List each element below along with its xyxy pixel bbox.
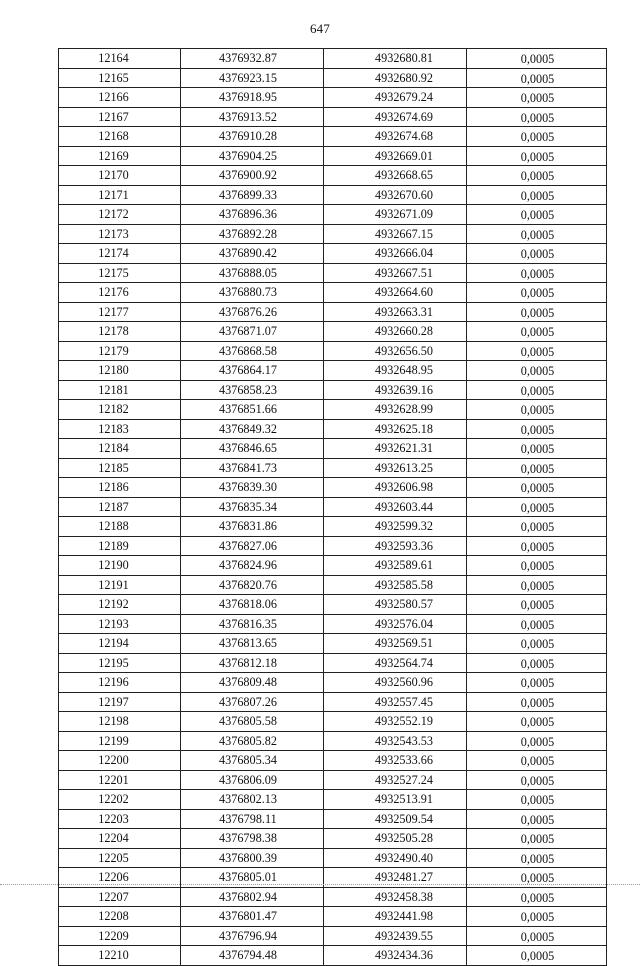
y-coordinate-cell: 4932580.57 — [324, 595, 467, 615]
error-value-cell: 0,0005 — [467, 458, 607, 478]
y-coordinate-cell: 4932557.45 — [324, 692, 467, 712]
error-value-cell: 0,0005 — [467, 497, 607, 517]
table-row — [59, 595, 607, 615]
table-row — [59, 380, 607, 400]
x-coordinate-cell: 4376904.25 — [181, 146, 324, 166]
error-value-cell: 0,0005 — [467, 185, 607, 205]
x-coordinate-cell: 4376841.73 — [181, 458, 324, 478]
x-coordinate-cell: 4376851.66 — [181, 400, 324, 420]
table-row — [59, 68, 607, 88]
y-coordinate-cell: 4932560.96 — [324, 673, 467, 693]
error-value-cell: 0,0005 — [467, 653, 607, 673]
y-coordinate-cell: 4932564.74 — [324, 653, 467, 673]
table-row — [59, 283, 607, 303]
point-number-cell: 12208 — [59, 907, 181, 927]
x-coordinate-cell: 4376932.87 — [181, 49, 324, 69]
table-row — [59, 439, 607, 459]
error-value-cell: 0,0005 — [467, 575, 607, 595]
point-number-cell: 12166 — [59, 88, 181, 108]
error-value-cell: 0,0005 — [467, 302, 607, 322]
error-value-cell: 0,0005 — [467, 341, 607, 361]
x-coordinate-cell: 4376806.09 — [181, 770, 324, 790]
y-coordinate-cell: 4932527.24 — [324, 770, 467, 790]
y-coordinate-cell: 4932613.25 — [324, 458, 467, 478]
y-coordinate-cell: 4932628.99 — [324, 400, 467, 420]
x-coordinate-cell: 4376809.48 — [181, 673, 324, 693]
y-coordinate-cell: 4932664.60 — [324, 283, 467, 303]
y-coordinate-cell: 4932589.61 — [324, 556, 467, 576]
point-number-cell: 12210 — [59, 946, 181, 966]
table-row — [59, 458, 607, 478]
x-coordinate-cell: 4376890.42 — [181, 244, 324, 264]
error-value-cell: 0,0005 — [467, 439, 607, 459]
table-row — [59, 848, 607, 868]
x-coordinate-cell: 4376796.94 — [181, 926, 324, 946]
y-coordinate-cell: 4932671.09 — [324, 205, 467, 225]
table-row — [59, 244, 607, 264]
table-row — [59, 361, 607, 381]
error-value-cell: 0,0005 — [467, 887, 607, 907]
y-coordinate-cell: 4932667.15 — [324, 224, 467, 244]
y-coordinate-cell: 4932458.38 — [324, 887, 467, 907]
point-number-cell: 12172 — [59, 205, 181, 225]
table-row — [59, 751, 607, 771]
point-number-cell: 12173 — [59, 224, 181, 244]
error-value-cell: 0,0005 — [467, 322, 607, 342]
table-row — [59, 692, 607, 712]
error-value-cell: 0,0005 — [467, 263, 607, 283]
error-value-cell: 0,0005 — [467, 829, 607, 849]
point-number-cell: 12207 — [59, 887, 181, 907]
table-row — [59, 653, 607, 673]
x-coordinate-cell: 4376900.92 — [181, 166, 324, 186]
error-value-cell: 0,0005 — [467, 614, 607, 634]
y-coordinate-cell: 4932663.31 — [324, 302, 467, 322]
point-number-cell: 12174 — [59, 244, 181, 264]
table-row — [59, 263, 607, 283]
y-coordinate-cell: 4932439.55 — [324, 926, 467, 946]
error-value-cell: 0,0005 — [467, 673, 607, 693]
table-row — [59, 127, 607, 147]
x-coordinate-cell: 4376801.47 — [181, 907, 324, 927]
point-number-cell: 12209 — [59, 926, 181, 946]
x-coordinate-cell: 4376816.35 — [181, 614, 324, 634]
error-value-cell: 0,0005 — [467, 790, 607, 810]
point-number-cell: 12192 — [59, 595, 181, 615]
x-coordinate-cell: 4376794.48 — [181, 946, 324, 966]
table-row — [59, 205, 607, 225]
error-value-cell: 0,0005 — [467, 731, 607, 751]
point-number-cell: 12189 — [59, 536, 181, 556]
error-value-cell: 0,0005 — [467, 107, 607, 127]
point-number-cell: 12206 — [59, 868, 181, 888]
error-value-cell: 0,0005 — [467, 595, 607, 615]
table-row — [59, 829, 607, 849]
point-number-cell: 12175 — [59, 263, 181, 283]
y-coordinate-cell: 4932639.16 — [324, 380, 467, 400]
point-number-cell: 12179 — [59, 341, 181, 361]
table-row — [59, 419, 607, 439]
y-coordinate-cell: 4932599.32 — [324, 517, 467, 537]
table-row — [59, 536, 607, 556]
y-coordinate-cell: 4932490.40 — [324, 848, 467, 868]
y-coordinate-cell: 4932621.31 — [324, 439, 467, 459]
x-coordinate-cell: 4376827.06 — [181, 536, 324, 556]
x-coordinate-cell: 4376824.96 — [181, 556, 324, 576]
point-number-cell: 12199 — [59, 731, 181, 751]
error-value-cell: 0,0005 — [467, 49, 607, 69]
point-number-cell: 12195 — [59, 653, 181, 673]
point-number-cell: 12203 — [59, 809, 181, 829]
table-row — [59, 731, 607, 751]
table-row — [59, 614, 607, 634]
x-coordinate-cell: 4376896.36 — [181, 205, 324, 225]
page-bottom-rule — [0, 884, 640, 885]
error-value-cell: 0,0005 — [467, 926, 607, 946]
error-value-cell: 0,0005 — [467, 478, 607, 498]
table-row — [59, 556, 607, 576]
y-coordinate-cell: 4932603.44 — [324, 497, 467, 517]
x-coordinate-cell: 4376913.52 — [181, 107, 324, 127]
error-value-cell: 0,0005 — [467, 283, 607, 303]
page-number: 647 — [309, 21, 331, 36]
point-number-cell: 12191 — [59, 575, 181, 595]
x-coordinate-cell: 4376871.07 — [181, 322, 324, 342]
x-coordinate-cell: 4376835.34 — [181, 497, 324, 517]
error-value-cell: 0,0005 — [467, 205, 607, 225]
point-number-cell: 12178 — [59, 322, 181, 342]
y-coordinate-cell: 4932576.04 — [324, 614, 467, 634]
table-row — [59, 478, 607, 498]
x-coordinate-cell: 4376923.15 — [181, 68, 324, 88]
x-coordinate-cell: 4376839.30 — [181, 478, 324, 498]
point-number-cell: 12201 — [59, 770, 181, 790]
error-value-cell: 0,0005 — [467, 868, 607, 888]
point-number-cell: 12202 — [59, 790, 181, 810]
error-value-cell: 0,0005 — [467, 946, 607, 966]
point-number-cell: 12190 — [59, 556, 181, 576]
point-number-cell: 12165 — [59, 68, 181, 88]
y-coordinate-cell: 4932625.18 — [324, 419, 467, 439]
x-coordinate-cell: 4376800.39 — [181, 848, 324, 868]
error-value-cell: 0,0005 — [467, 692, 607, 712]
y-coordinate-cell: 4932674.69 — [324, 107, 467, 127]
y-coordinate-cell: 4932670.60 — [324, 185, 467, 205]
coordinates-table — [58, 48, 607, 966]
point-number-cell: 12176 — [59, 283, 181, 303]
table-row — [59, 400, 607, 420]
error-value-cell: 0,0005 — [467, 68, 607, 88]
table-row — [59, 887, 607, 907]
coordinates-table-body — [59, 49, 607, 966]
point-number-cell: 12167 — [59, 107, 181, 127]
point-number-cell: 12183 — [59, 419, 181, 439]
point-number-cell: 12198 — [59, 712, 181, 732]
x-coordinate-cell: 4376910.28 — [181, 127, 324, 147]
table-row — [59, 790, 607, 810]
x-coordinate-cell: 4376805.01 — [181, 868, 324, 888]
y-coordinate-cell: 4932666.04 — [324, 244, 467, 264]
y-coordinate-cell: 4932680.81 — [324, 49, 467, 69]
x-coordinate-cell: 4376812.18 — [181, 653, 324, 673]
y-coordinate-cell: 4932505.28 — [324, 829, 467, 849]
y-coordinate-cell: 4932656.50 — [324, 341, 467, 361]
table-row — [59, 302, 607, 322]
y-coordinate-cell: 4932533.66 — [324, 751, 467, 771]
point-number-cell: 12168 — [59, 127, 181, 147]
y-coordinate-cell: 4932441.98 — [324, 907, 467, 927]
x-coordinate-cell: 4376805.34 — [181, 751, 324, 771]
error-value-cell: 0,0005 — [467, 166, 607, 186]
y-coordinate-cell: 4932606.98 — [324, 478, 467, 498]
x-coordinate-cell: 4376868.58 — [181, 341, 324, 361]
y-coordinate-cell: 4932481.27 — [324, 868, 467, 888]
error-value-cell: 0,0005 — [467, 809, 607, 829]
table-row — [59, 341, 607, 361]
table-row — [59, 322, 607, 342]
error-value-cell: 0,0005 — [467, 224, 607, 244]
error-value-cell: 0,0005 — [467, 88, 607, 108]
table-row — [59, 88, 607, 108]
x-coordinate-cell: 4376802.13 — [181, 790, 324, 810]
point-number-cell: 12200 — [59, 751, 181, 771]
y-coordinate-cell: 4932585.58 — [324, 575, 467, 595]
table-row — [59, 809, 607, 829]
table-row — [59, 49, 607, 69]
x-coordinate-cell: 4376849.32 — [181, 419, 324, 439]
x-coordinate-cell: 4376805.82 — [181, 731, 324, 751]
y-coordinate-cell: 4932648.95 — [324, 361, 467, 381]
point-number-cell: 12170 — [59, 166, 181, 186]
point-number-cell: 12182 — [59, 400, 181, 420]
table-row — [59, 146, 607, 166]
error-value-cell: 0,0005 — [467, 419, 607, 439]
table-row — [59, 946, 607, 966]
x-coordinate-cell: 4376831.86 — [181, 517, 324, 537]
error-value-cell: 0,0005 — [467, 400, 607, 420]
table-row — [59, 926, 607, 946]
point-number-cell: 12184 — [59, 439, 181, 459]
x-coordinate-cell: 4376899.33 — [181, 185, 324, 205]
y-coordinate-cell: 4932667.51 — [324, 263, 467, 283]
table-row — [59, 673, 607, 693]
y-coordinate-cell: 4932660.28 — [324, 322, 467, 342]
error-value-cell: 0,0005 — [467, 380, 607, 400]
error-value-cell: 0,0005 — [467, 634, 607, 654]
y-coordinate-cell: 4932668.65 — [324, 166, 467, 186]
x-coordinate-cell: 4376807.26 — [181, 692, 324, 712]
error-value-cell: 0,0005 — [467, 146, 607, 166]
table-row — [59, 107, 607, 127]
y-coordinate-cell: 4932679.24 — [324, 88, 467, 108]
table-row — [59, 185, 607, 205]
table-row — [59, 770, 607, 790]
table-row — [59, 497, 607, 517]
table-row — [59, 166, 607, 186]
table-row — [59, 634, 607, 654]
y-coordinate-cell: 4932569.51 — [324, 634, 467, 654]
error-value-cell: 0,0005 — [467, 712, 607, 732]
point-number-cell: 12169 — [59, 146, 181, 166]
error-value-cell: 0,0005 — [467, 361, 607, 381]
point-number-cell: 12204 — [59, 829, 181, 849]
y-coordinate-cell: 4932513.91 — [324, 790, 467, 810]
error-value-cell: 0,0005 — [467, 770, 607, 790]
x-coordinate-cell: 4376892.28 — [181, 224, 324, 244]
y-coordinate-cell: 4932680.92 — [324, 68, 467, 88]
error-value-cell: 0,0005 — [467, 127, 607, 147]
point-number-cell: 12181 — [59, 380, 181, 400]
y-coordinate-cell: 4932509.54 — [324, 809, 467, 829]
x-coordinate-cell: 4376858.23 — [181, 380, 324, 400]
x-coordinate-cell: 4376798.11 — [181, 809, 324, 829]
error-value-cell: 0,0005 — [467, 751, 607, 771]
y-coordinate-cell: 4932674.68 — [324, 127, 467, 147]
x-coordinate-cell: 4376802.94 — [181, 887, 324, 907]
x-coordinate-cell: 4376888.05 — [181, 263, 324, 283]
x-coordinate-cell: 4376918.95 — [181, 88, 324, 108]
error-value-cell: 0,0005 — [467, 556, 607, 576]
point-number-cell: 12196 — [59, 673, 181, 693]
x-coordinate-cell: 4376864.17 — [181, 361, 324, 381]
error-value-cell: 0,0005 — [467, 848, 607, 868]
y-coordinate-cell: 4932552.19 — [324, 712, 467, 732]
error-value-cell: 0,0005 — [467, 536, 607, 556]
point-number-cell: 12164 — [59, 49, 181, 69]
table-row — [59, 224, 607, 244]
x-coordinate-cell: 4376820.76 — [181, 575, 324, 595]
point-number-cell: 12197 — [59, 692, 181, 712]
point-number-cell: 12194 — [59, 634, 181, 654]
x-coordinate-cell: 4376880.73 — [181, 283, 324, 303]
y-coordinate-cell: 4932593.36 — [324, 536, 467, 556]
error-value-cell: 0,0005 — [467, 907, 607, 927]
x-coordinate-cell: 4376813.65 — [181, 634, 324, 654]
point-number-cell: 12177 — [59, 302, 181, 322]
table-row — [59, 907, 607, 927]
x-coordinate-cell: 4376805.58 — [181, 712, 324, 732]
x-coordinate-cell: 4376846.65 — [181, 439, 324, 459]
point-number-cell: 12185 — [59, 458, 181, 478]
point-number-cell: 12187 — [59, 497, 181, 517]
y-coordinate-cell: 4932543.53 — [324, 731, 467, 751]
y-coordinate-cell: 4932669.01 — [324, 146, 467, 166]
x-coordinate-cell: 4376798.38 — [181, 829, 324, 849]
point-number-cell: 12205 — [59, 848, 181, 868]
table-row — [59, 712, 607, 732]
point-number-cell: 12193 — [59, 614, 181, 634]
point-number-cell: 12180 — [59, 361, 181, 381]
point-number-cell: 12188 — [59, 517, 181, 537]
error-value-cell: 0,0005 — [467, 244, 607, 264]
error-value-cell: 0,0005 — [467, 517, 607, 537]
table-row — [59, 517, 607, 537]
point-number-cell: 12171 — [59, 185, 181, 205]
table-row — [59, 575, 607, 595]
point-number-cell: 12186 — [59, 478, 181, 498]
x-coordinate-cell: 4376876.26 — [181, 302, 324, 322]
x-coordinate-cell: 4376818.06 — [181, 595, 324, 615]
y-coordinate-cell: 4932434.36 — [324, 946, 467, 966]
